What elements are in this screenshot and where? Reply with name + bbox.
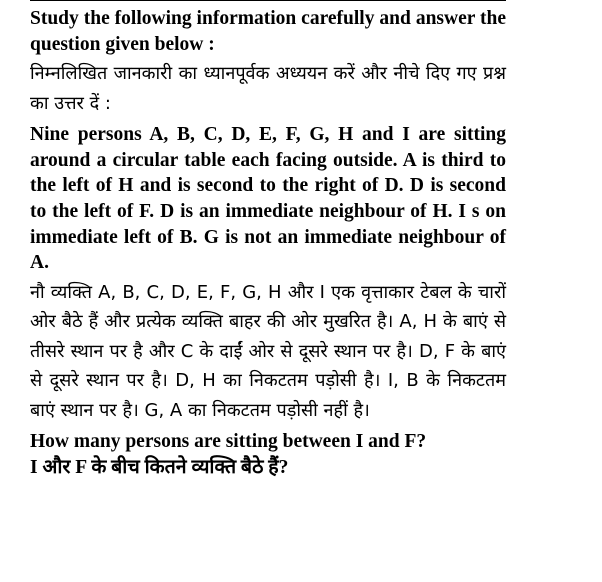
question-english: How many persons are sitting between I and F? <box>30 431 427 453</box>
passage-english: Nine persons A, B, C, D, E, F, G, H and I are sitting around a circular table each facing outside. A is third to the left of H and is second to the right of D. D is second to the left of F. D is an immediate neighbour of H. I s on immediate left of B. G is not an immediate neighbour of A. <box>30 124 506 274</box>
question-document <box>30 6 506 480</box>
passage-hindi: नौ व्यक्ति A, B, C, D, E, F, G, H और I एक वृत्ताकार टेबल के चारों ओर बैठे हैं और प्रत्येक व्यक्ति बाहर की ओर मुखरित है। A, H के बाएं से तीसरे स्थान पर है और C के दाईं ओर से दूसरे स्थान पर है। D, F के बाएं से दूसरे स्थान पर है। D, H का निकटतम पड़ोसी है। I, B के निकटतम बाएं स्थान पर है। G, A का निकटतम पड़ोसी नहीं है। <box>30 281 506 421</box>
instruction-hindi: निम्नलिखित जानकारी का ध्यानपूर्वक अध्ययन करें और नीचे दिए गए प्रश्न का उत्तर दें : <box>30 63 506 114</box>
instruction-english: Study the following information carefully and answer the question given below : <box>30 8 506 55</box>
top-rule <box>30 0 506 1</box>
question-hindi: I और F के बीच कितने व्यक्ति बैठे हैं? <box>30 456 289 478</box>
